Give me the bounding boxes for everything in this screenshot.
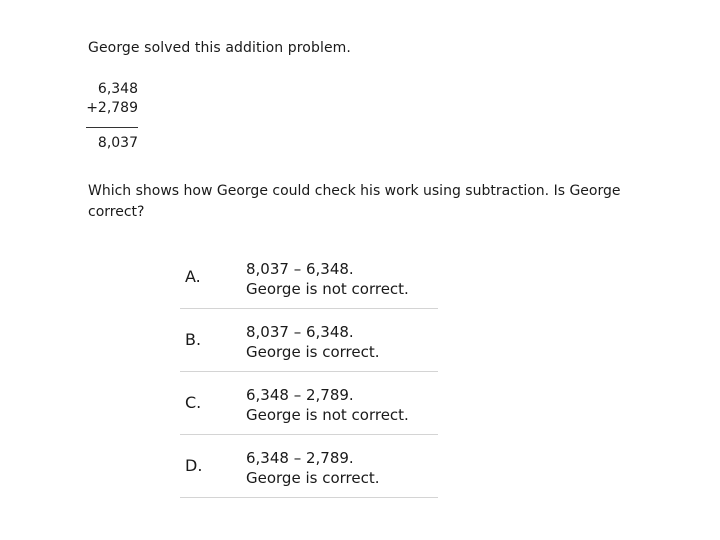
choice-letter: D. [185,456,203,475]
choice-verdict: George is not correct. [246,280,409,298]
choice-letter: A. [185,267,201,286]
choice-letter: C. [185,393,202,412]
choice-body [246,246,409,308]
choice-verdict: George is not correct. [246,406,409,424]
question-intro: George solved this addition problem. [88,40,351,56]
addend-1: 6,348 [97,81,138,97]
choice-expression: 8,037 – 6,348. [246,323,354,341]
answer-choices [180,246,438,498]
choice-letter: B. [185,330,202,349]
sum: 8,037 [97,135,138,151]
choice-expression: 8,037 – 6,348. [246,260,354,278]
choice-expression: 6,348 – 2,789. [246,449,354,467]
choice-verdict: George is correct. [246,469,380,487]
choice-expression: 6,348 – 2,789. [246,386,354,404]
choice-d[interactable] [180,435,438,498]
choice-c[interactable] [180,372,438,435]
choice-b[interactable] [180,309,438,372]
question-prompt: Which shows how George could check his work using subtraction. Is George correct? [88,183,621,220]
choice-body [246,309,380,371]
choice-a[interactable] [180,246,438,309]
sum-line [86,127,138,128]
choice-verdict: George is correct. [246,343,380,361]
addend-2: +2,789 [86,100,138,116]
addition-problem [86,80,138,153]
choice-body [246,372,409,434]
choice-body [246,435,380,497]
